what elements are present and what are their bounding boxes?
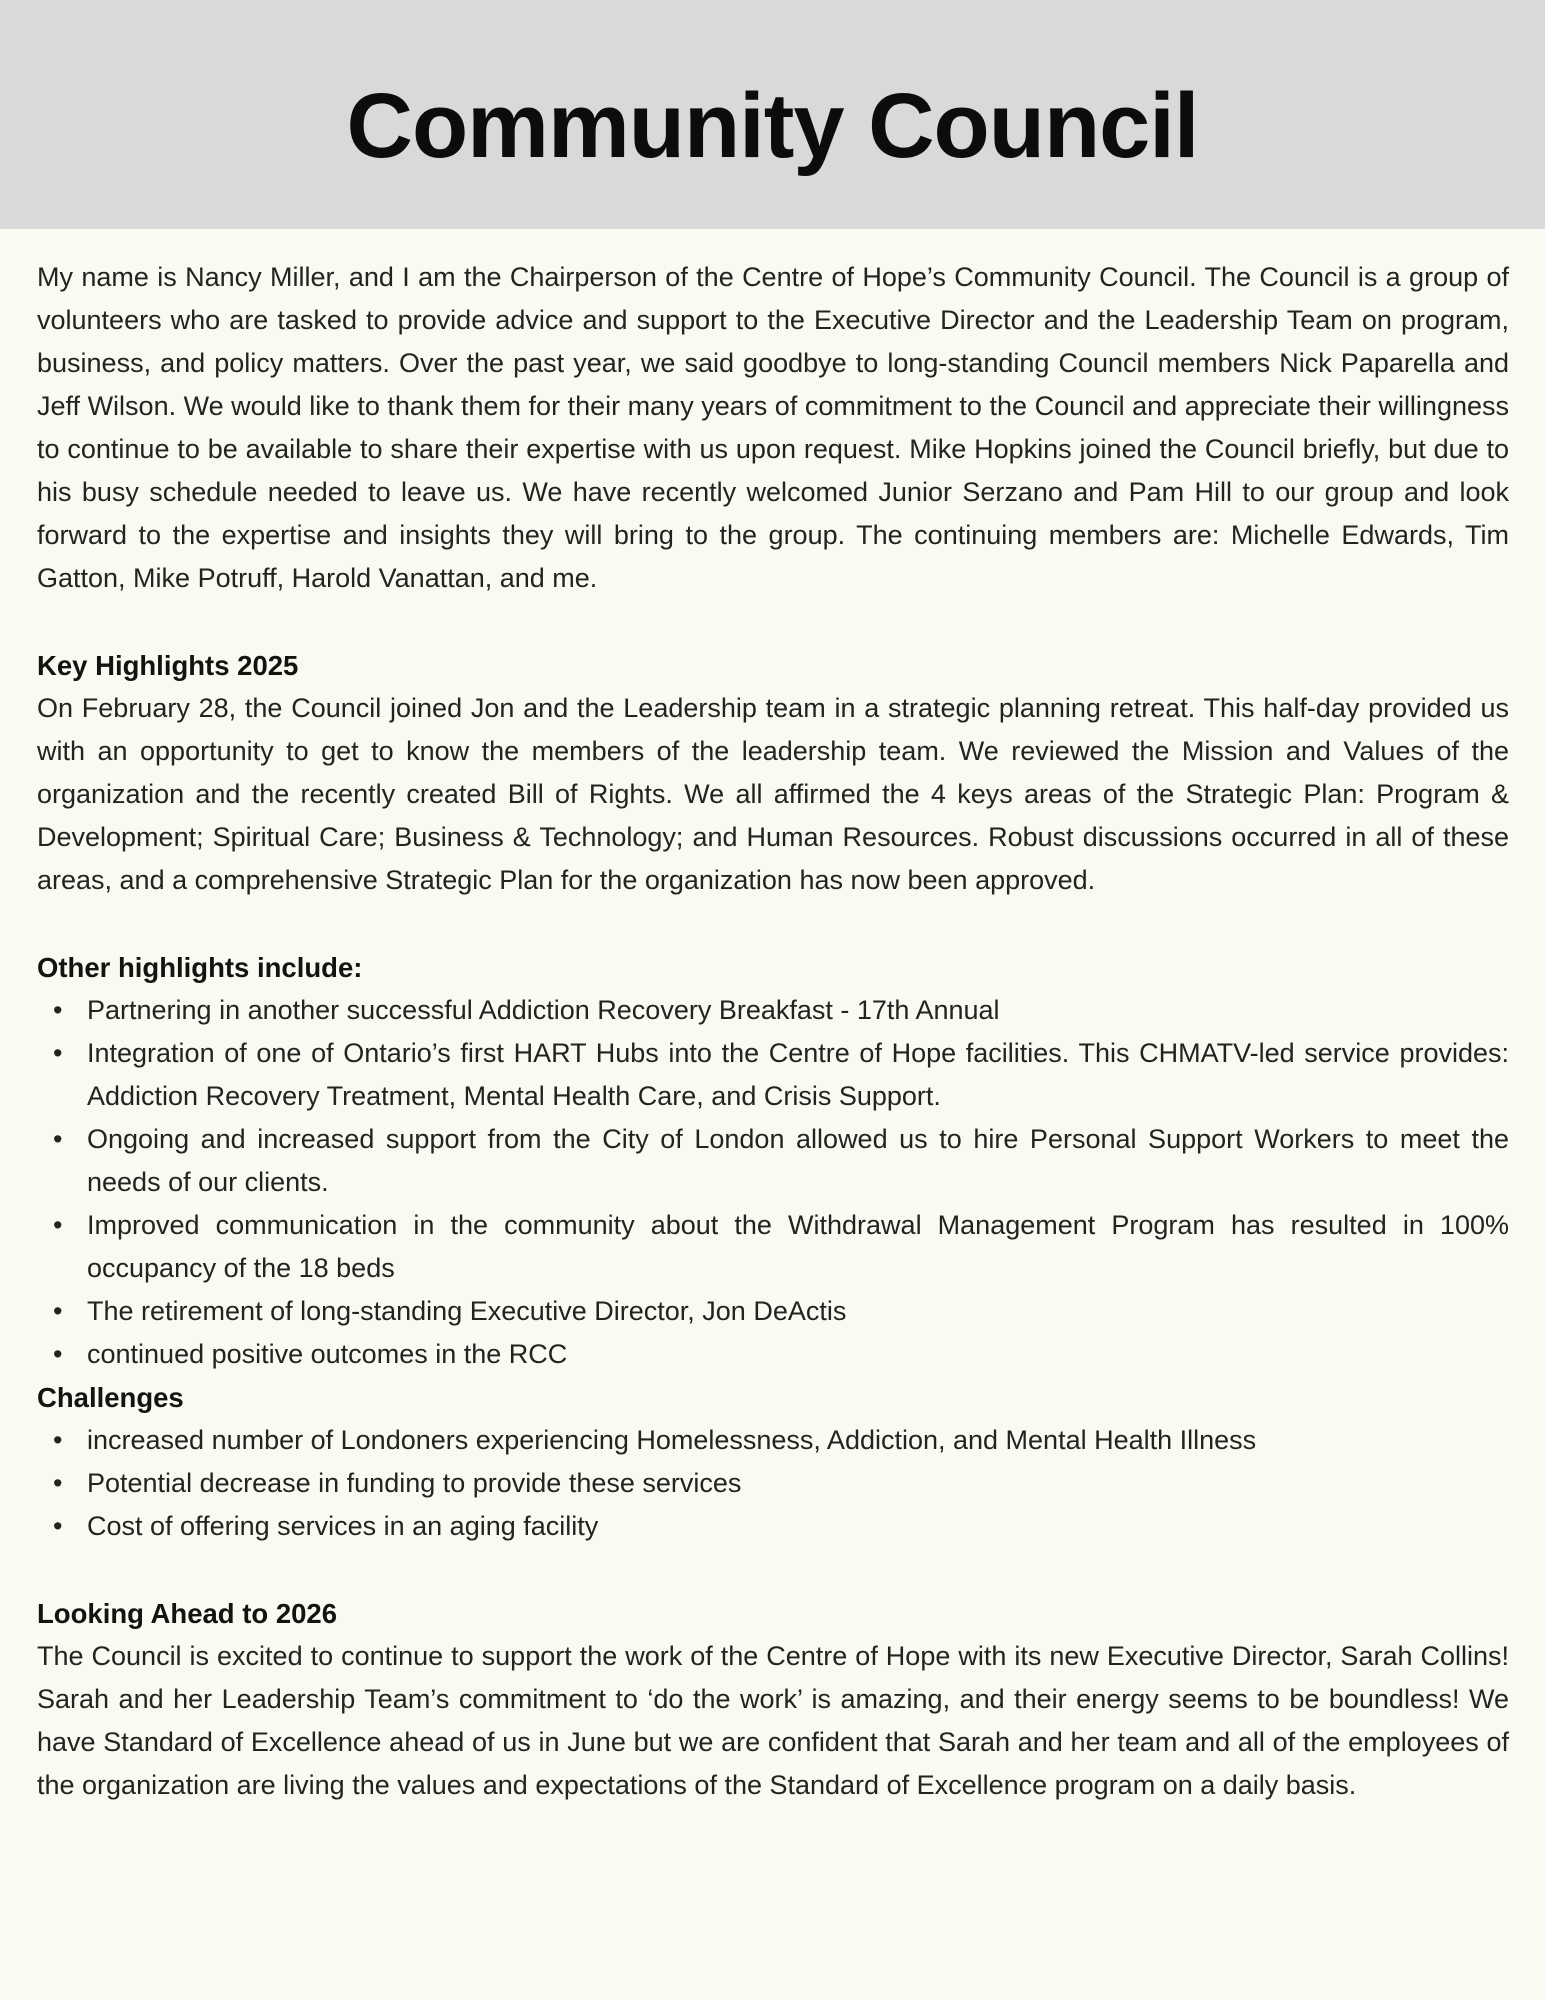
list-item: • The retirement of long-standing Executive Director, Jon DeActis [37,1290,1509,1333]
list-item: • Cost of offering services in an aging facility [37,1505,1509,1548]
list-item: • continued positive outcomes in the RCC [37,1333,1509,1376]
intro-paragraph: My name is Nancy Miller, and I am the Chairperson of the Centre of Hope’s Community Council. The Council is a group of volunteers who are tasked to provide advice and support to the Executive Director and the Leadership Team on program, business, and policy matters. Over the past year, we said goodbye to long-standing Council members Nick Paparella and Jeff Wilson. We would like to thank them for their many years of commitment to the Council and appreciate their willingness to continue to be available to share their expertise with us upon request. Mike Hopkins joined the Council briefly, but due to his busy schedule needed to leave us. We have recently welcomed Junior Serzano and Pam Hill to our group and look forward to the expertise and insights they will bring to the group. The continuing members are: Michelle Edwards, Tim Gatton, Mike Potruff, Harold Vanattan, and me. [37,262,1509,593]
list-item: • Ongoing and increased support from the City of London allowed us to hire Personal Support Workers to meet the needs of our clients. [37,1118,1509,1204]
list-item: • increased number of Londoners experiencing Homelessness, Addiction, and Mental Health Illness [37,1419,1509,1462]
header-band [0,0,1545,229]
section-heading-challenges: Challenges [37,1382,184,1413]
challenges-list [37,1419,1509,1548]
list-item: • Potential decrease in funding to provide these services [37,1462,1509,1505]
list-item: • Integration of one of Ontario’s first HART Hubs into the Centre of Hope facilities. This CHMATV-led service provides: Addiction Recovery Treatment, Mental Health Care, and Crisis Support. [37,1032,1509,1118]
section-heading-other-highlights: Other highlights include: [37,952,363,983]
list-item: • Partnering in another successful Addiction Recovery Breakfast - 17th Annual [37,989,1509,1032]
list-item: • Improved communication in the community about the Withdrawal Management Program has resulted in 100% occupancy of the 18 beds [37,1204,1509,1290]
section-heading-looking-ahead: Looking Ahead to 2026 [37,1598,338,1629]
key-highlights-paragraph: On February 28, the Council joined Jon and the Leadership team in a strategic planning retreat. This half-day provided us with an opportunity to get to know the members of the leadership team. We reviewed the Mission and Values of the organization and the recently created Bill of Rights. We all affirmed the 4 keys areas of the Strategic Plan: Program & Development; Spiritual Care; Business & Technology; and Human Resources. Robust discussions occurred in all of these areas, and a comprehensive Strategic Plan for the organization has now been approved. [37,693,1509,895]
section-heading-key-highlights: Key Highlights 2025 [37,650,299,681]
other-highlights-list [37,989,1509,1376]
document-body [0,229,1545,1807]
page-title: Community Council [346,74,1199,177]
looking-ahead-paragraph: The Council is excited to continue to support the work of the Centre of Hope with its new Executive Director, Sarah Collins! Sarah and her Leadership Team’s commitment to ‘do the work’ is amazing, and their energy seems to be boundless! We have Standard of Excellence ahead of us in June but we are confident that Sarah and her team and all of the employees of the organization are living the values and expectations of the Standard of Excellence program on a daily basis. [37,1641,1509,1800]
